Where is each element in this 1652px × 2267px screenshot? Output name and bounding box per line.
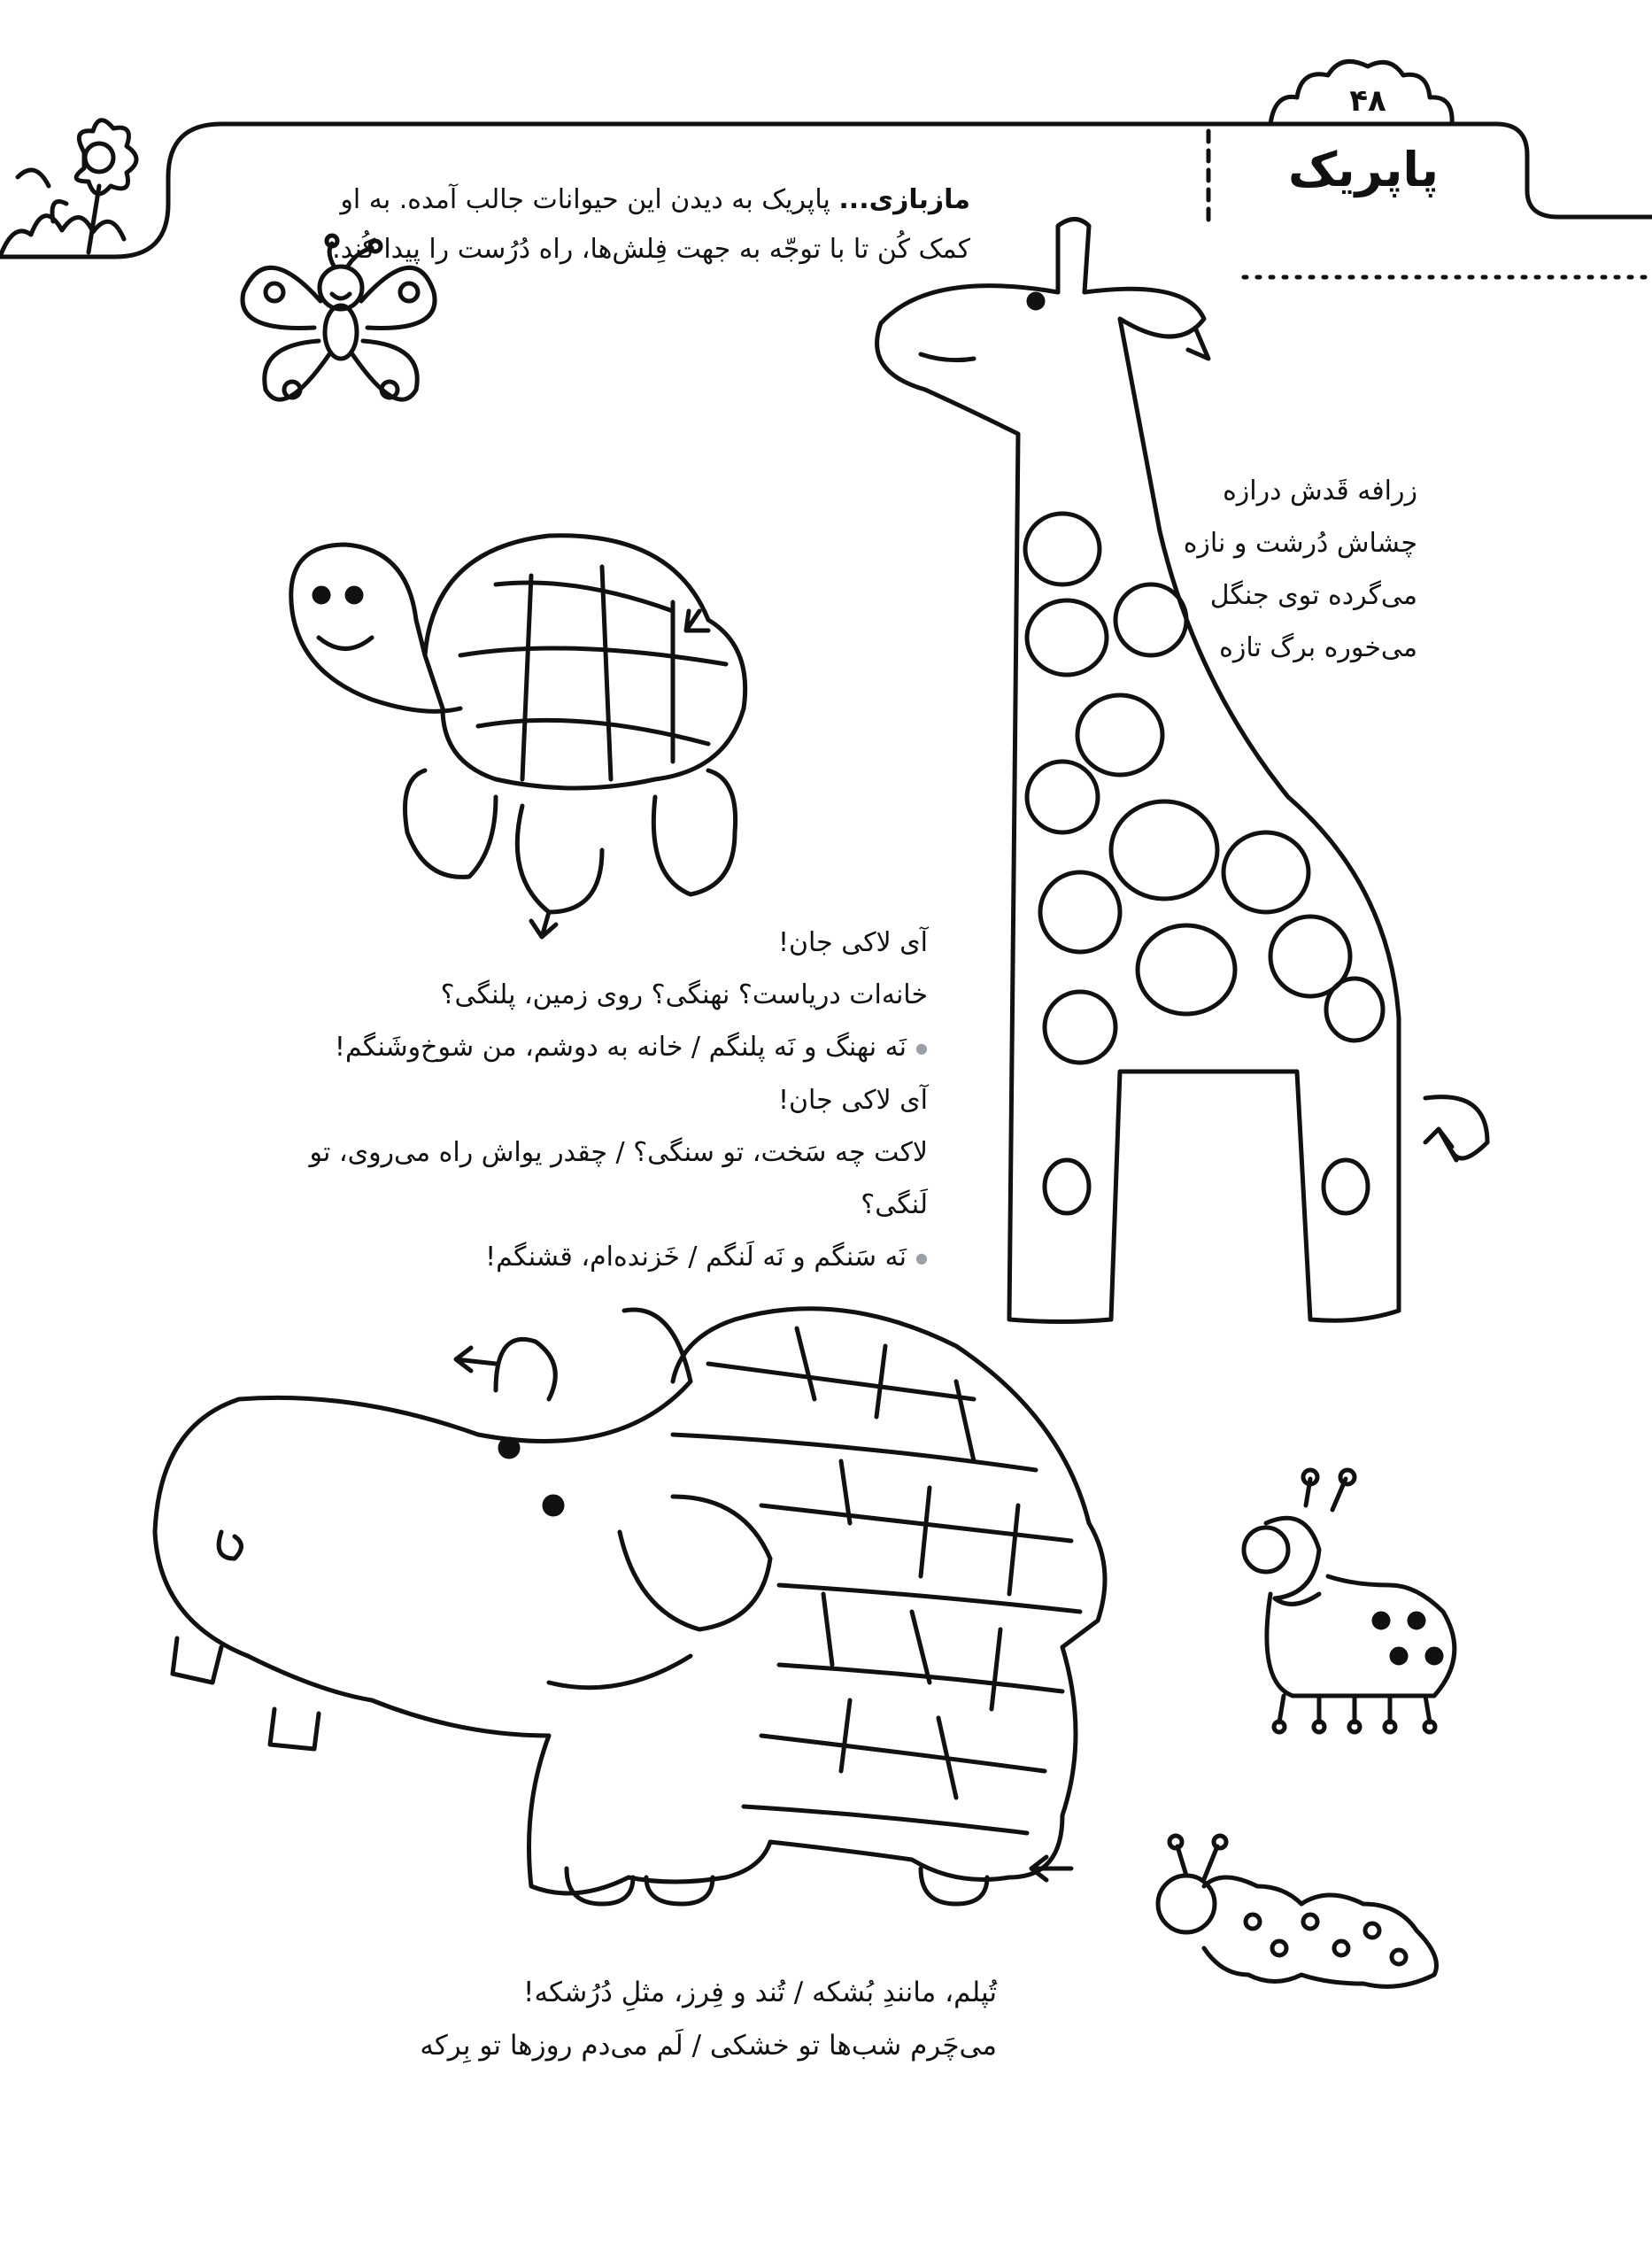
flower-icon <box>0 120 136 257</box>
poem-line: چشاش دُرشت و نازه <box>1183 528 1417 559</box>
hippo-poem <box>289 1966 997 2072</box>
poem-line: آی لاکی جان! <box>777 1085 928 1116</box>
hippo-maze <box>155 1309 1105 1904</box>
intro-title: مازبازی... <box>838 184 970 215</box>
turtle-poem <box>255 917 928 1284</box>
poem-line: تُپلم، مانندِ بُشکه / تُند و فِرز، مثلِ دُرُشکه! <box>523 1977 997 2008</box>
page-number: ۴۸ <box>1349 83 1386 119</box>
poem-line: زرافه قَدش درازه <box>1223 476 1417 507</box>
poem-line: خانه‌ات دریاست؟ نهنگی؟ روی زمین، پلنگی؟ <box>440 979 928 1010</box>
ladybug-icon <box>1244 1470 1455 1732</box>
poem-line: می‌خوره برگ تازه <box>1219 632 1417 663</box>
turtle-maze <box>291 536 745 937</box>
caterpillar-icon <box>1158 1836 1437 1986</box>
poem-line: آی لاکی جان! <box>777 927 928 958</box>
poem-line: ● نَه سَنگم و نَه لَنگم / خَزنده‌ام، قشنگم! <box>255 1231 928 1284</box>
intro-block <box>297 175 970 275</box>
giraffe-maze <box>877 220 1487 1322</box>
giraffe-poem <box>1046 465 1417 674</box>
brand-logo: پاپریک <box>1288 142 1439 197</box>
poem-line: لاکت چه سَخت، تو سنگی؟ / چقدر یواش راه می‌روی، تو لَنگی؟ <box>309 1137 928 1220</box>
intro-text: پاپریک به دیدن این حیوانات جالب آمده. به او کمک کُن تا با توجّه به جهت فِلش‌ها، راه دُرُست را پیدا کُند. <box>332 184 970 265</box>
poem-line: می‌گرده توی جنگل <box>1209 580 1417 611</box>
poem-line: می‌چَرم شب‌ها تو خشکی / لَم می‌دم روزها تو بِرکه <box>420 2030 997 2062</box>
poem-line: ● نَه نهنگ و نَه پلنگم / خانه به دوشم، من شوخ‌وشَنگم! <box>255 1021 928 1074</box>
